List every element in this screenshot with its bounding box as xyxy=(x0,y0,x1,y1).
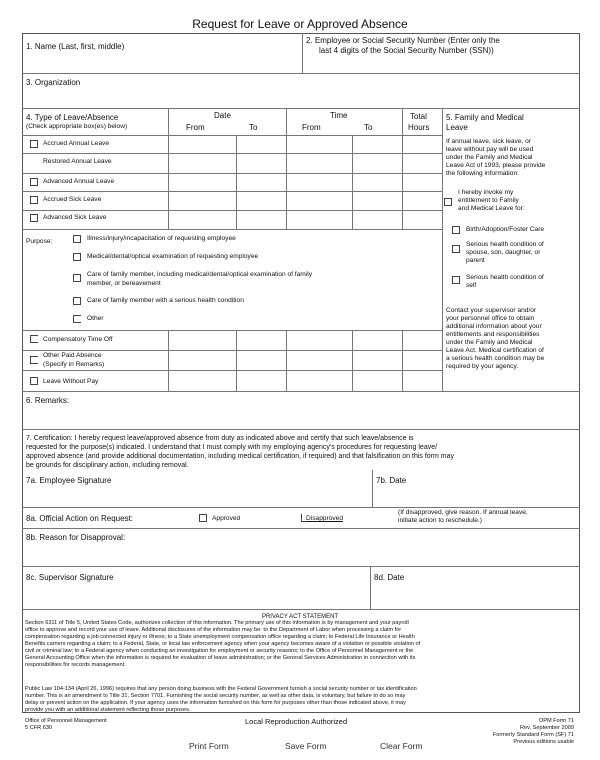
self-condition-checkbox[interactable] xyxy=(452,276,460,284)
rule xyxy=(402,108,403,229)
public-law-line: provide you with an additional statement reflecting those purposes. xyxy=(25,707,191,713)
fmla-intro-line: under the Family and Medical xyxy=(446,154,533,161)
purpose-other-label: Other xyxy=(87,315,104,322)
birth-adoption-checkbox[interactable] xyxy=(452,226,460,234)
disapproval-note: initiate action to reschedule.) xyxy=(398,517,482,524)
invoke-line: and Medical Leave for: xyxy=(458,205,525,212)
rule xyxy=(302,33,303,73)
rule xyxy=(286,108,287,229)
purpose-label: Purpose: xyxy=(26,238,53,245)
rule xyxy=(22,507,580,508)
employee-date-label: 7b. Date xyxy=(376,476,407,485)
disapproval-reason-label: 8b. Reason for Disapproval: xyxy=(26,533,126,542)
rule xyxy=(402,330,403,391)
rule xyxy=(22,330,442,331)
privacy-title: PRIVACY ACT STATEMENT xyxy=(261,614,339,620)
family-condition-label: Serious health condition of xyxy=(466,241,544,248)
certification-line: requested for the purpose(s) indicated. I understand that I must comply with my employing agency's procedures for requesting leave/ xyxy=(26,444,438,451)
fmla-intro-line: Leave Act of 1993, please provide xyxy=(446,162,546,169)
rule xyxy=(22,73,580,74)
other-paid-hint: (Specify in Remarks) xyxy=(43,361,105,368)
purpose-serious-condition-label: Care of family member with a serious health condition xyxy=(87,297,244,304)
fmla-intro-line: If annual leave, sick leave, or xyxy=(446,138,532,145)
rule xyxy=(22,135,442,136)
time-to-header: To xyxy=(364,123,373,132)
contact-line: under the Family and Medical xyxy=(446,339,533,346)
rule xyxy=(286,330,287,391)
contact-line: a serious health condition may be xyxy=(446,355,545,362)
contact-line: additional information about your xyxy=(446,323,542,330)
rule xyxy=(370,566,371,609)
hours-header: Hours xyxy=(408,123,430,132)
fmla-label: 5. Family and Medical xyxy=(446,113,524,122)
purpose-other-checkbox[interactable] xyxy=(73,315,81,323)
purpose-exam-label: Medical/dental/optical examination of requesting employee xyxy=(87,253,259,260)
supervisor-signature-label: 8c. Supervisor Signature xyxy=(26,573,114,582)
rule xyxy=(22,191,442,192)
self-condition-label: self xyxy=(466,282,477,289)
invoke-line: I hereby invoke my xyxy=(458,189,514,196)
rule xyxy=(22,391,580,392)
rule xyxy=(168,108,169,229)
rule xyxy=(352,135,353,229)
self-condition-label: Serious health condition of xyxy=(466,274,544,281)
rule xyxy=(22,173,442,174)
certification-line: be grounds for disciplinary action, including removal. xyxy=(26,462,189,469)
rule xyxy=(442,108,443,391)
clear-form-button[interactable]: Clear Form xyxy=(380,741,423,751)
privacy-line: General Accounting Office when the information is required for evaluation of leave administration; or the General Services Administration in connection with its xyxy=(25,655,416,661)
rule xyxy=(22,429,580,430)
leave-type-label: 4. Type of Leave/Absence xyxy=(26,113,119,122)
accrued-annual-label: Accrued Annual Leave xyxy=(43,140,109,147)
invoke-line: entitlement to Family xyxy=(458,197,519,204)
supervisor-signature-field[interactable] xyxy=(26,585,366,605)
employee-signature-field[interactable] xyxy=(26,487,368,505)
restored-annual-label: Restored Annual Leave xyxy=(43,158,112,165)
footer-revision: Rev. September 2009 xyxy=(519,725,574,731)
date-to-header: To xyxy=(249,123,258,132)
advanced-sick-checkbox[interactable] xyxy=(30,214,38,222)
rule xyxy=(236,330,237,391)
family-condition-label: spouse, son, daughter, or xyxy=(466,249,541,256)
rule xyxy=(352,330,353,391)
certification-line: 7. Certification: I hereby request leave/approved absence from duty as indicated above and certify that such leave/absence is xyxy=(26,435,414,442)
other-paid-checkbox[interactable] xyxy=(30,356,38,364)
rule xyxy=(22,153,442,154)
purpose-exam-checkbox[interactable] xyxy=(73,253,81,261)
privacy-line: compensation regarding a job connected injury or illness; to a State unemployment compensation office regarding a claim; to Federal Life Insurance or Health xyxy=(25,634,415,640)
date-header: Date xyxy=(214,111,231,120)
remarks-field[interactable] xyxy=(80,394,576,426)
family-condition-label: parent xyxy=(466,257,485,264)
fmla-intro-line: the following information: xyxy=(446,170,519,177)
contact-line: required by your agency. xyxy=(446,363,519,370)
footer-reproduction: Local Reproduction Authorized xyxy=(245,717,348,726)
employee-signature-label: 7a. Employee Signature xyxy=(26,476,112,485)
ssn-label-line2: last 4 digits of the Social Security Number (SSN)) xyxy=(319,46,494,55)
purpose-illness-checkbox[interactable] xyxy=(73,235,81,243)
print-form-button[interactable]: Print Form xyxy=(189,741,229,751)
footer-agency: Office of Personnel Management xyxy=(25,718,107,724)
footer-form-number: OPM Form 71 xyxy=(538,718,574,724)
disapproval-note: (If disapproved, give reason. If annual leave, xyxy=(398,509,528,516)
comp-time-checkbox[interactable] xyxy=(30,335,38,343)
footer-previous-editions: Previous editions usable xyxy=(513,739,574,745)
purpose-family-care-label-line2: member, or bereavement xyxy=(87,280,161,287)
approved-checkbox[interactable] xyxy=(199,514,207,522)
contact-line: Leave Act. Medical certification of xyxy=(446,347,544,354)
ssn-label: 2. Employee or Social Security Number (Enter only the xyxy=(306,36,500,45)
rule xyxy=(236,135,237,229)
lwop-label: Leave Without Pay xyxy=(43,378,99,385)
supervisor-date-label: 8d. Date xyxy=(374,573,405,582)
leave-type-hint: (Check appropriate box(es) below) xyxy=(26,123,128,130)
rule xyxy=(22,370,442,371)
accrued-annual-checkbox[interactable] xyxy=(30,140,38,148)
footer-cfr: 5 CFR 630 xyxy=(25,725,53,731)
advanced-annual-checkbox[interactable] xyxy=(30,178,38,186)
public-law-line: number. This is an amendment to Title 31, Section 7701. Furnishing the social security number, as well as other data, is voluntary, but failure to do so may xyxy=(25,693,406,699)
privacy-line: Section 6311 of Title 5, United States Code, authorizes collection of this information. The primary use of this information is by management and your payroll xyxy=(25,620,409,626)
family-condition-checkbox[interactable] xyxy=(452,245,460,253)
organization-label: 3. Organization xyxy=(26,78,81,87)
other-paid-label: Other Paid Absence xyxy=(43,352,102,359)
name-label: 1. Name (Last, first, middle) xyxy=(26,42,125,51)
official-action-label: 8a. Official Action on Request: xyxy=(26,514,134,523)
rule xyxy=(22,528,580,529)
save-form-button[interactable]: Save Form xyxy=(285,741,327,751)
approved-label: Approved xyxy=(212,515,241,522)
public-law-line: delay or prevent action on the application. If your agency uses the information furnished on this form for purposes other than those indicated above, it may xyxy=(25,700,406,706)
contact-line: your personnel office to obtain xyxy=(446,315,535,322)
advanced-annual-label: Advanced Annual Leave xyxy=(43,178,115,185)
lwop-checkbox[interactable] xyxy=(30,377,38,385)
rule xyxy=(372,470,373,507)
purpose-family-care-checkbox[interactable] xyxy=(73,274,81,282)
privacy-line: office to approve and record your use of leave. Additional disclosures of the information may be: to the Department of Labor when processing a claim for xyxy=(25,627,402,633)
restored-annual-checkbox[interactable] xyxy=(30,158,38,166)
fmla-intro-line: leave without pay will be used xyxy=(446,146,534,153)
birth-adoption-label: Birth/Adoption/Foster Care xyxy=(466,226,545,233)
total-header: Total xyxy=(410,112,427,121)
footer-formerly: Formerly Standard Form (SF) 71 xyxy=(492,732,574,738)
fmla-label-line2: Leave xyxy=(446,123,468,132)
disapproved-label: Disapproved xyxy=(306,515,344,522)
contact-line: entitlements and responsibilities xyxy=(446,331,540,338)
purpose-illness-label: Illness/injury/incapacitation of requesting employee xyxy=(87,235,236,242)
purpose-family-care-label: Care of family member, including medical/dental/optical examination of family xyxy=(87,271,313,278)
remarks-label: 6. Remarks: xyxy=(26,396,70,405)
privacy-line: Benefits carriers regarding a claim; to a Federal, State, or local law enforcement agency when your agency becomes aware of a violation or possible violation of xyxy=(25,641,421,647)
rule xyxy=(22,210,442,211)
privacy-line: responsibilities for records management. xyxy=(25,662,126,668)
rule xyxy=(22,350,442,351)
date-from-header: From xyxy=(186,123,205,132)
supervisor-date-field[interactable] xyxy=(374,585,576,605)
privacy-line: civil or criminal law; to a Federal agency when conducting an investigation for employment or security reasons; to the Office of Personnel Management or the xyxy=(25,648,414,654)
form-title: Request for Leave or Approved Absence xyxy=(192,17,408,31)
rule xyxy=(22,609,580,610)
time-header: Time xyxy=(330,111,348,120)
contact-line: Contact your supervisor and/or xyxy=(446,307,537,314)
public-law-line: Public Law 104-134 (April 26, 1996) requires that any person doing business with the Federal Government furnish a social security number or tax identification xyxy=(25,686,417,692)
time-from-header: From xyxy=(302,123,321,132)
accrued-sick-checkbox[interactable] xyxy=(30,196,38,204)
comp-time-label: Compensatory Time Off xyxy=(43,336,113,343)
accrued-sick-label: Accrued Sick Leave xyxy=(43,196,102,203)
rule xyxy=(22,229,442,230)
employee-date-field[interactable] xyxy=(376,487,576,505)
invoke-fmla-checkbox[interactable] xyxy=(444,198,452,206)
purpose-serious-condition-checkbox[interactable] xyxy=(73,297,81,305)
rule xyxy=(22,108,580,109)
disapproval-reason-field[interactable] xyxy=(26,544,576,564)
advanced-sick-label: Advanced Sick Leave xyxy=(43,214,107,221)
rule xyxy=(168,330,169,391)
rule xyxy=(22,566,580,567)
certification-line: approved absence (and provide additional documentation, including medical certification, if required) and that falsification on this form may xyxy=(26,453,455,460)
